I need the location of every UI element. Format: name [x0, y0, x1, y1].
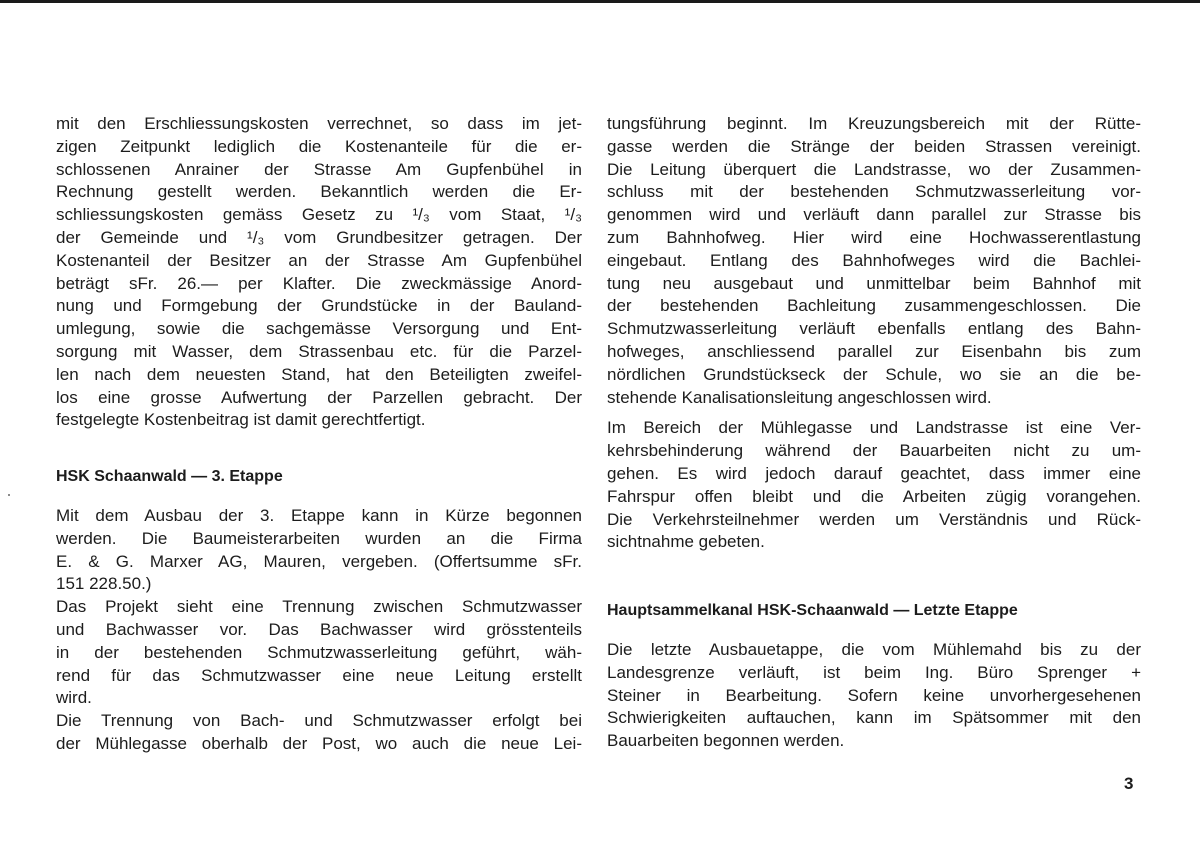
text-line: nung und Formgebung der Grundstücke in der Bauland- — [56, 296, 582, 316]
text-line: der Mühlegasse oberhalb der Post, wo auch die neue Lei- — [56, 733, 582, 753]
text-line: beträgt sFr. 26.— per Klafter. Die zweckmässige Anord- — [56, 273, 582, 293]
text-line: wird. — [56, 688, 92, 708]
text-line: Die Leitung überquert die Landstrasse, wo der Zusammen- — [607, 159, 1141, 179]
text-line: Die Verkehrsteilnehmer werden um Verständnis und Rück- — [607, 509, 1141, 529]
paragraph — [56, 710, 582, 756]
section-heading: Hauptsammelkanal HSK-Schaanwald — Letzte Etappe — [607, 602, 1018, 620]
text-line: mit den Erschliessungskosten verrechnet, so dass im jet- — [56, 114, 582, 133]
text-line: Bauarbeiten begonnen werden. — [607, 731, 845, 751]
text-line: umlegung, sowie die sachgemässe Versorgung und Ent- — [56, 319, 582, 339]
text-line: kehrsbehinderung während der Bauarbeiten nicht zu um- — [607, 441, 1141, 461]
paragraph — [607, 417, 1141, 554]
paragraph — [56, 596, 582, 710]
text-line: tung neu ausgebaut und unmittelbar beim Bahnhof mit — [607, 273, 1141, 293]
text-line: Schwierigkeiten auftauchen, kann im Spätsommer mit den — [607, 708, 1141, 728]
text-line: nördlichen Grundstückseck der Schule, wo sie an die be- — [607, 364, 1141, 384]
text-line: Schmutzwasserleitung verläuft ebenfalls entlang des Bahn- — [607, 319, 1141, 339]
text-line: schliessungskosten gemäss Gesetz zu ¹/₃ vom Staat, ¹/₃ — [56, 205, 582, 225]
text-line: E. & G. Marxer AG, Mauren, vergeben. (Offertsumme sFr. — [56, 551, 582, 571]
text-line: werden. Die Baumeisterarbeiten wurden an die Firma — [56, 528, 582, 548]
text-line: Landesgrenze verläuft, ist beim Ing. Büro Sprenger + — [607, 662, 1141, 682]
text-line: len nach dem neuesten Stand, hat den Beteiligten zweifel- — [56, 364, 582, 384]
text-line: Kostenanteil der Besitzer an der Strasse Am Gupfenbühel — [56, 250, 582, 270]
text-line: schluss mit der bestehenden Schmutzwasserleitung vor- — [607, 182, 1141, 202]
text-line: genommen wird und verläuft dann parallel zur Strasse bis — [607, 205, 1141, 225]
paragraph — [607, 639, 1141, 753]
text-line: stehende Kanalisationsleitung angeschlossen wird. — [607, 387, 992, 407]
text-line: der bestehenden Bachleitung zusammengeschlossen. Die — [607, 296, 1141, 316]
paragraph — [56, 505, 582, 596]
text-line: und Bachwasser vor. Das Bachwasser wird grösstenteils — [56, 619, 582, 639]
paragraph — [56, 113, 582, 432]
text-line: rend für das Schmutzwasser eine neue Leitung erstellt — [56, 665, 582, 685]
text-line: zigen Zeitpunkt lediglich die Kostenanteile für die er- — [56, 136, 582, 156]
text-line: Fahrspur offen bleibt und die Arbeiten zügig vorangehen. — [607, 486, 1141, 506]
text-line: Die Trennung von Bach- und Schmutzwasser erfolgt bei — [56, 711, 582, 731]
top-border-rule — [0, 0, 1200, 3]
text-line: eingebaut. Entlang des Bahnhofweges wird die Bachlei- — [607, 250, 1141, 270]
text-line: hofweges, anschliessend parallel zur Eisenbahn bis zum — [607, 341, 1141, 361]
text-line: schlossenen Anrainer der Strasse Am Gupfenbühel in — [56, 159, 582, 179]
text-line: in der bestehenden Schmutzwasserleitung geführt, wäh- — [56, 642, 582, 662]
text-line: tungsführung beginnt. Im Kreuzungsbereich mit der Rütte- — [607, 114, 1141, 133]
text-line: gasse werden die Stränge der beiden Strassen vereinigt. — [607, 136, 1141, 156]
text-line: der Gemeinde und ¹/₃ vom Grundbesitzer getragen. Der — [56, 227, 582, 247]
page-number: 3 — [1124, 774, 1134, 793]
left-column — [56, 113, 582, 756]
text-line: Im Bereich der Mühlegasse und Landstrasse ist eine Ver- — [607, 418, 1141, 438]
text-line: gehen. Es wird jedoch darauf geachtet, dass immer eine — [607, 463, 1141, 483]
text-line: Mit dem Ausbau der 3. Etappe kann in Kürze begonnen — [56, 505, 582, 525]
paragraph — [607, 113, 1141, 409]
section-heading: HSK Schaanwald — 3. Etappe — [56, 468, 283, 486]
text-line: Das Projekt sieht eine Trennung zwischen Schmutzwasser — [56, 597, 582, 617]
text-line: Die letzte Ausbauetappe, die vom Mühlemahd bis zu der — [607, 639, 1141, 659]
text-line: Rechnung gestellt werden. Bekanntlich werden die Er- — [56, 182, 582, 202]
text-line: sorgung mit Wasser, dem Strassenbau etc. für die Parzel- — [56, 341, 582, 361]
text-line: los eine grosse Aufwertung der Parzellen gebracht. Der — [56, 387, 582, 407]
text-line: festgelegte Kostenbeitrag ist damit gerechtfertigt. — [56, 410, 426, 430]
scan-speck — [8, 494, 10, 496]
text-line: sichtnahme gebeten. — [607, 532, 765, 552]
text-line: Steiner in Bearbeitung. Sofern keine unvorhergesehenen — [607, 685, 1141, 705]
right-column — [607, 113, 1141, 753]
text-line: zum Bahnhofweg. Hier wird eine Hochwasserentlastung — [607, 227, 1141, 247]
text-line: 151 228.50.) — [56, 574, 152, 594]
